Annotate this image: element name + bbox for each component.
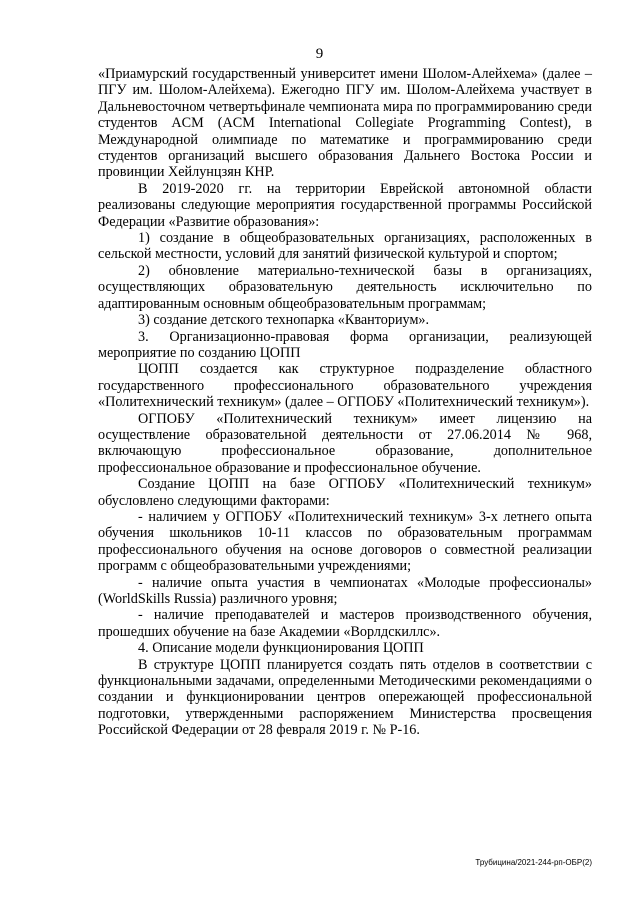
document-body — [98, 66, 592, 739]
factor-item-2: - наличие опыта участия в чемпионатах «Молодые профессионалы» (WorldSkills Russia) различного уровня; — [98, 574, 592, 607]
list-item-2: 2) обновление материально-технической базы в организациях, осуществляющих образовательную деятельность исключительно по адаптированным основным общеобразовательным программам; — [98, 262, 592, 312]
page-number: 9 — [315, 46, 324, 62]
factor-item-1: - наличием у ОГПОБУ «Политехнический техникум» 3-х летнего опыта обучения школьников 10-11 классов по образовательным программам профессионального обучения на основе договоров о совместной реализации программ с общеобразовательными учреждениями; — [98, 508, 592, 575]
paragraph-factors: Создание ЦОПП на базе ОГПОБУ «Политехнический техникум» обусловлено следующими факторами: — [98, 476, 592, 509]
section-heading-4: 4. Описание модели функционирования ЦОПП — [138, 640, 424, 657]
paragraph-license: ОГПОБУ «Политехнический техникум» имеет лицензию на осуществление образовательной деятельности от 27.06.2014 № 968, включающую профессиональное образование, дополнительное профессиональное образование и профессиональное обучение. — [98, 410, 592, 476]
section-heading-3: 3. Организационно-правовая форма организации, реализующей мероприятие по созданию ЦОПП — [98, 328, 592, 361]
paragraph-copp-creation: ЦОПП создается как структурное подразделение областного государственного профессионального образовательного учреждения «Политехнический техникум» (далее – ОГПОБУ «Политехнический техникум»). — [98, 361, 592, 411]
paragraph-structure: В структуре ЦОПП планируется создать пять отделов в соответствии с функциональными задачами, определенными Методическими рекомендациями о создании и функционировании центров опережающей профессиональной подготовки, утвержденными распоряжением Министерства просвещения Российской Федерации от 28 февраля 2019 г. № Р-16. — [98, 656, 592, 739]
paragraph-2019-2020: В 2019-2020 гг. на территории Еврейской автономной области реализованы следующие мероприятия государственной программы Российской Федерации «Развитие образования»: — [98, 180, 592, 230]
document-footer-code: Трубицина/2021-244-рп-ОБР(2) — [475, 858, 592, 867]
list-item-1: 1) создание в общеобразовательных организациях, расположенных в сельской местности, условий для занятий физической культурой и спортом; — [98, 230, 592, 263]
list-item-3: 3) создание детского технопарка «Кванториум». — [138, 312, 430, 329]
factor-item-3: - наличие преподавателей и мастеров производственного обучения, прошедших обучение на базе Академии «Ворлдскиллс». — [98, 607, 592, 640]
paragraph-pgu: «Приамурский государственный университет имени Шолом-Алейхема» (далее – ПГУ им. Шолом-Алейхема). Ежегодно ПГУ им. Шолом-Алейхема участвует в Дальневосточном четвертьфинале чемпионата мира по программированию среди студентов ACM (ACM International Collegiate Programming Contest), в Международной олимпиаде по математике и программированию среди студентов организаций высшего образования Дальнего Востока России и провинции Хейлунцзян КНР. — [98, 66, 592, 181]
